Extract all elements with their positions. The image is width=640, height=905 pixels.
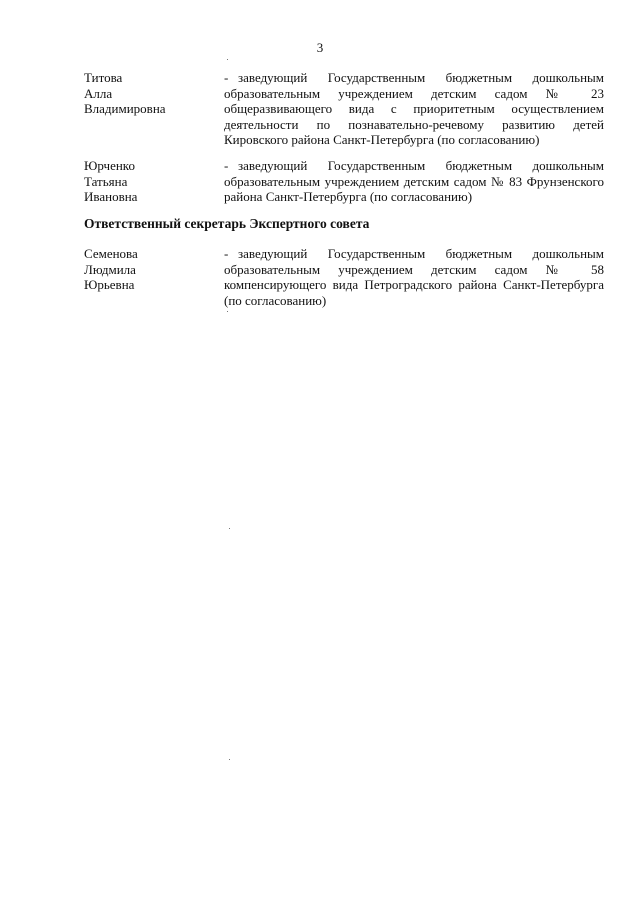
member-surname: Семенова [84, 246, 138, 261]
member-name [84, 70, 214, 117]
member-description [224, 246, 604, 308]
scan-speck [227, 59, 228, 60]
member-surname: Юрченко [84, 158, 135, 173]
member-first-name: Алла [84, 85, 113, 101]
member-first-name: Татьяна [84, 173, 128, 189]
member-name [84, 246, 214, 293]
dash-separator: - [224, 158, 229, 173]
page-number: 3 [316, 40, 324, 55]
member-name [84, 158, 214, 205]
member-patronymic: Ивановна [84, 189, 138, 204]
member-position-text: заведующий Государственным бюджетным дошкольным образовательным учреждением детским садом № 83 Фрунзенского района Санкт-Петербурга (по согласованию) [224, 158, 604, 204]
member-first-name: Людмила [84, 261, 136, 277]
scan-speck [229, 528, 230, 529]
scan-speck [229, 759, 230, 760]
member-patronymic: Владимировна [84, 101, 166, 116]
scan-speck [227, 311, 228, 312]
member-description [224, 158, 604, 205]
dash-separator: - [224, 246, 229, 261]
dash-separator: - [224, 70, 229, 85]
member-description [224, 70, 604, 148]
member-position-text: заведующий Государственным бюджетным дошкольным образовательным учреждением детским садом № 58 компенсирующего вида Петроградского района Санкт-Петербурга (по согласованию) [224, 246, 604, 308]
section-heading-secretary: Ответственный секретарь Экспертного совета [84, 216, 370, 231]
member-patronymic: Юрьевна [84, 277, 135, 292]
member-position-text: заведующий Государственным бюджетным дошкольным образовательным учреждением детским садом № 23 общеразвивающего вида с приоритетным осуществлением деятельности по познавательно-речевому развитию детей Кировского района Санкт-Петербурга (по согласованию) [224, 70, 604, 147]
member-surname: Титова [84, 70, 123, 85]
